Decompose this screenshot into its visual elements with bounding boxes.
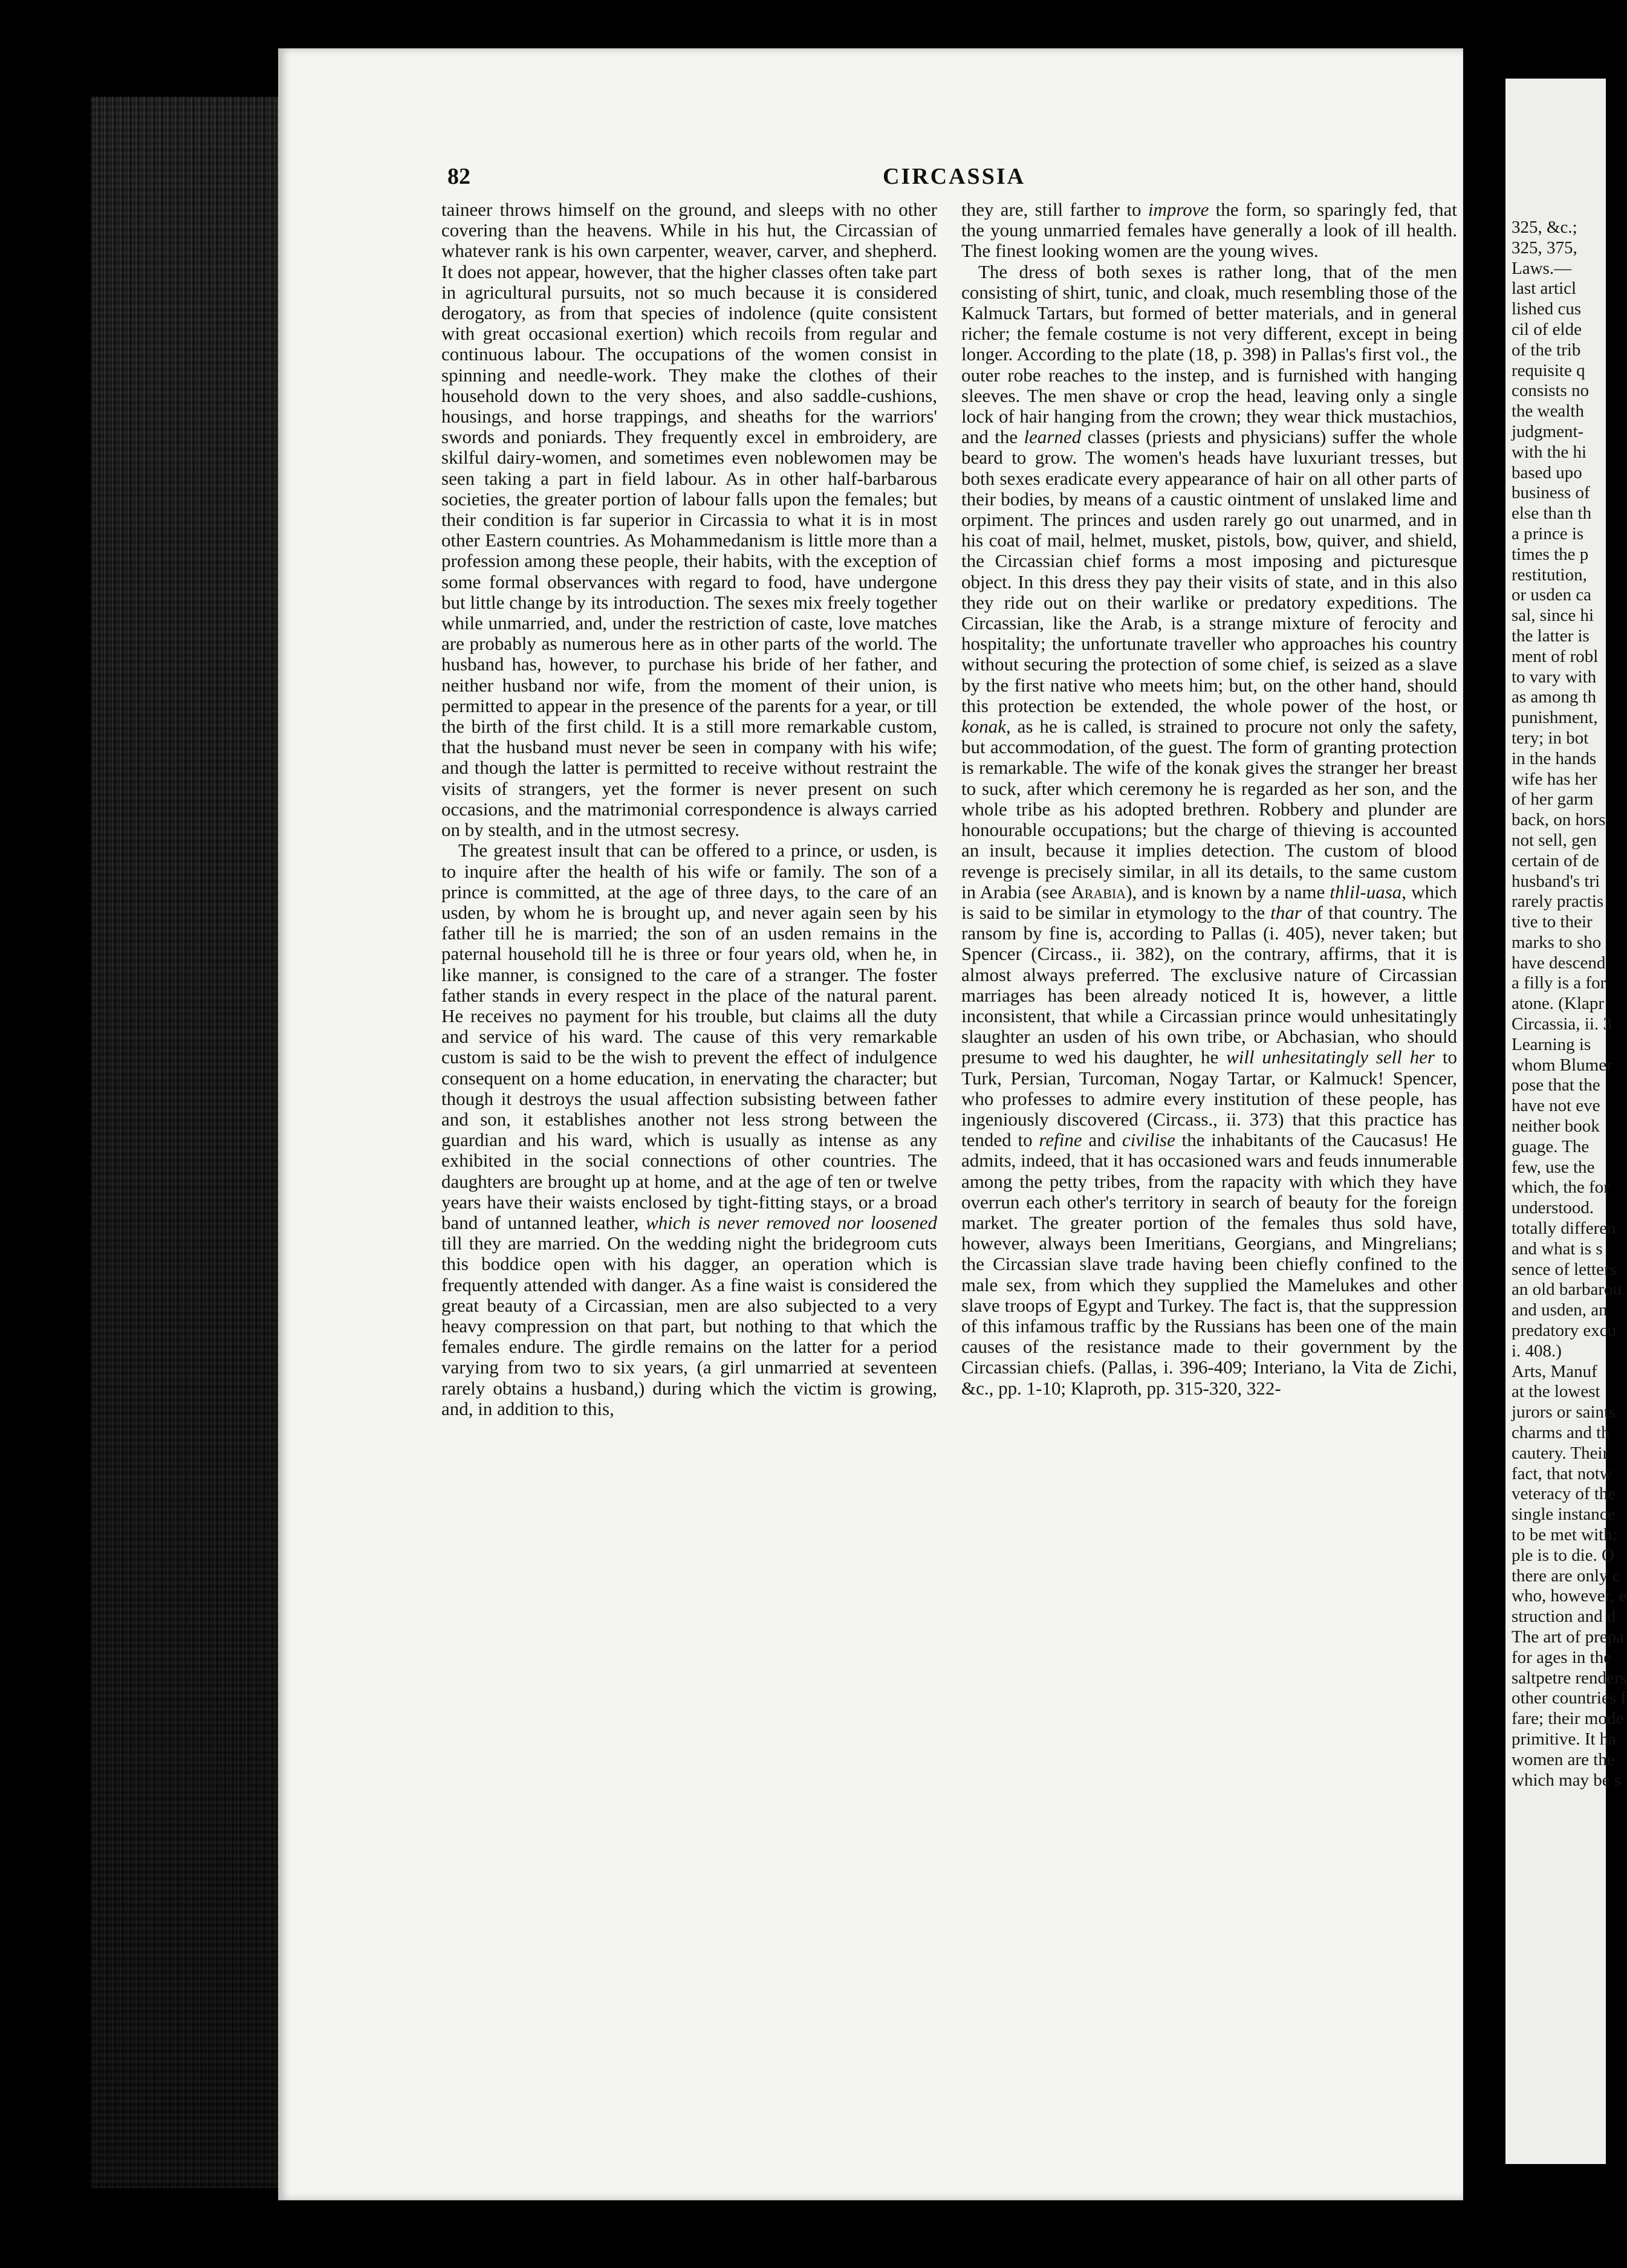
italic-word: konak (961, 716, 1007, 737)
italic-phrase: will unhesitatingly sell her (1226, 1046, 1435, 1068)
fragment-line: understood. (1512, 1198, 1594, 1218)
fragment-line: times the p (1512, 544, 1589, 564)
fragment-line: jurors or saints (1512, 1402, 1616, 1422)
fragment-line: other countries f (1512, 1688, 1627, 1708)
paragraph-text: the inhabitants of the Caucasus! He admits, indeed, that it has occasioned wars and feuds innumerable among the petty tribes, from the rapacity with which they have overrun each other's territory in search of beauty for the foreign market. The greater portion of the females thus sold have, however, always been Imeritians, Georgians, and Mingrelians; the Circassian slave trade having been chiefly confined to the male sex, from which they supplied the Mamelukes and other slave troops of Egypt and Turkey. The fact is, that the suppression of this infamous traffic by the Russians has been one of the main causes of the resistance made to their government by the Circassian chiefs. (Pallas, i. 396-409; Interiano, la Vita de Zichi, &c., pp. 1-10; Klaproth, pp. 315-320, 322- (961, 1129, 1457, 1399)
fragment-line: marks to sho (1512, 932, 1602, 952)
paragraph-text: The greatest insult that can be offered to a prince, or usden, is to inquire after the health of his wife or family. The son of a prince is committed, at the age of three days, to the care of an usden, by whom he is brought up, and never again seen by his father till he is married; the son of an usden remains in the paternal household till he is three or four years old, when he, in like manner, is consigned to the care of a stranger. The foster father stands in every respect in the place of the natural parent. He receives no payment for his trouble, but claims all the duty and service of his ward. The cause of this very remarkable custom is said to be the wish to prevent the effect of indulgence consequent on a home education, in enervating the character; but though it destroys the usual affection subsisting between father and son, it establishes another not less strong between the guardian and his ward, which is usually as intense as any exhibited in the social connections of other countries. The daughters are brought up at home, and at the age of ten or twelve years have their waists enclosed by tight-fitting stays, or a broad band of untanned leather, (441, 840, 937, 1233)
fragment-line: for ages in the (1512, 1647, 1612, 1667)
fragment-line: at the lowest (1512, 1382, 1600, 1402)
page-gutter (1463, 73, 1505, 2200)
page-number: 82 (447, 164, 470, 189)
fragment-line: 325, &c.; (1512, 218, 1577, 237)
paragraph-text: and (1082, 1129, 1123, 1151)
fragment-line: an old barbarou (1512, 1280, 1622, 1300)
italic-word: civilise (1122, 1129, 1175, 1151)
paragraph-text: they are, still farther to (961, 199, 1148, 220)
fragment-line: or usden ca (1512, 585, 1592, 605)
fragment-line: back, on hors (1512, 810, 1606, 830)
italic-word: thar (1270, 901, 1302, 923)
fragment-line: Learning is (1512, 1034, 1591, 1054)
fragment-line: primitive. It ha (1512, 1729, 1617, 1749)
fragment-line: sence of letters (1512, 1259, 1617, 1279)
left-paragraph-1 (441, 199, 937, 840)
fragment-line: a prince is (1512, 523, 1584, 543)
fragment-line: and usden, an (1512, 1300, 1608, 1320)
running-head: CIRCASSIA (883, 164, 1026, 189)
fragment-line: restitution, (1512, 565, 1587, 585)
fragment-line: ment of robl (1512, 646, 1599, 666)
fragment-line: to be met with: (1512, 1525, 1617, 1544)
fragment-line: cautery. Their (1512, 1443, 1609, 1463)
fragment-line: in the hands (1512, 748, 1597, 768)
fragment-line: rarely practis (1512, 892, 1604, 912)
fragment-line: not sell, gen (1512, 830, 1597, 850)
fragment-line: The art of prepa (1512, 1627, 1624, 1647)
fragment-line: business of (1512, 483, 1590, 503)
fragment-line: saltpetre renders (1512, 1668, 1627, 1688)
fragment-line: Laws.— (1512, 258, 1572, 278)
fragment-line: have not eve (1512, 1096, 1600, 1116)
fragment-line: single instance (1512, 1505, 1616, 1524)
fragment-line: veteracy of the (1512, 1484, 1616, 1504)
fragment-line: tery; in bot (1512, 728, 1589, 748)
page-header (447, 163, 1439, 199)
fragment-line: women are the (1512, 1749, 1615, 1769)
fragment-line: else than th (1512, 504, 1592, 523)
fragment-line: of the trib (1512, 340, 1581, 360)
paragraph-text: classes (priests and physicians) suffer the whole beard to grow. The women's heads have luxuriant tresses, but both sexes eradicate every appearance of hair on all other parts of their bodies, by means of a caustic ointment of unslaked lime and orpiment. The princes and usden rarely go out unarmed, and in his coat of mail, helmet, musket, pistols, bow, quiver, and shield, the Circassian chief forms a most imposing and picturesque object. In this dress they pay their visits of state, and in this also they ride out on their warlike or predatory expeditions. The Circassian, like the Arab, is a strange mixture of ferocity and hospitality; the unfortunate traveller who approaches his country without securing the protection of some chief, is seized as a slave by the first native who meets him; but, on the other hand, should this protection be extended, the whole power of the host, or (961, 426, 1457, 716)
fragment-line: lished cus (1512, 299, 1582, 319)
right-paragraph-1 (961, 199, 1457, 262)
fragment-line: the latter is (1512, 626, 1590, 646)
italic-phrase: which is never removed nor loosened (646, 1211, 937, 1233)
paragraph-text: , as he is called, is strained to procure not only the safety, but accommodation, of the guest. The form of granting protection is remarkable. The wife of the konak gives the stranger her breast to suck, after which ceremony he is regarded as her son, and the whole tribe as his adopted brethren. Robbery and plunder are honourable occupations; but the charge of thieving is accounted an insult, because it implies detection. The custom of blood revenge is precisely similar, in all its details, to the same custom in Arabia (see (961, 716, 1457, 902)
fragment-line: fare; their mode (1512, 1709, 1624, 1729)
paragraph-text: to Turk, Persian, Turcoman, Nogay Tartar, or Kalmuck! Spencer, who professes to admire every institution of these people, has ingeniously discovered (Circass., ii. 373) that this practice has tended to (961, 1046, 1457, 1151)
fragment-line: judgment- (1512, 421, 1584, 441)
fragment-line: cil of elde (1512, 319, 1582, 339)
fragment-line: predatory excu (1512, 1321, 1617, 1341)
fragment-line: whom Blumer (1512, 1055, 1612, 1075)
fragment-line: with the hi (1512, 442, 1587, 462)
fragment-line: there are only c (1512, 1566, 1620, 1586)
fragment-line: totally differen (1512, 1219, 1616, 1239)
paragraph-text: taineer throws himself on the ground, and sleeps with no other covering than the heavens. While in his hut, the Circassian of whatever rank is his own carpenter, weaver, carver, and shepherd. It does not appear, however, that the higher classes often take part in agricultural pursuits, not so much because it is considered derogatory, as from that species of indolence (quite consistent with great occasional exertion) which recoils from regular and continuous labour. The occupations of the women consist in spinning and needle-work. They make the clothes of their household down to the very shoes, and also saddle-cushions, housings, and horse trappings, and sheaths for the warriors' swords and poniards. They frequently excel in embroidery, are skilful dairy-women, and sometimes even noblewomen may be seen taking a part in field labour. As in other half-barbarous societies, the greater portion of labour falls upon the females; but their condition is far superior in Circassia to what it is in most other Eastern countries. As Mohammedanism is little more than a profession among these people, their habits, with the exception of some formal observances with regard to food, have undergone but little change by its introduction. The sexes mix freely together while unmarried, and, under the restriction of caste, love matches are probably as numerous here as in other parts of the world. The husband has, however, to purchase his bride of her father, and neither husband nor wife, from the moment of their union, is permitted to appear in the presence of the parents for a year, or till the birth of the first child. It is a still more remarkable custom, that the husband must never be seen in company with his wife; and though the latter is permitted to receive without restraint the visits of strangers, yet the former is never present on such occasions, and the matrimonial correspondence is always carried on by stealth, and in the utmost secresy. (441, 199, 937, 841)
fragment-line: based upo (1512, 462, 1582, 482)
fragment-line: ple is to die. O (1512, 1545, 1614, 1565)
right-paragraph-2 (961, 262, 1457, 1399)
fragment-line: guage. The (1512, 1136, 1590, 1156)
small-caps-word: Arabia (1071, 881, 1126, 902)
fragment-line: i. 408.) (1512, 1341, 1562, 1361)
fragment-line: sal, since hi (1512, 606, 1594, 626)
fragment-line: to vary with (1512, 667, 1597, 687)
right-column (961, 199, 1457, 1399)
next-page-column-fragment (1512, 218, 1627, 1790)
fragment-line: certain of de (1512, 850, 1599, 870)
paragraph-text: till they are married. On the wedding night the bridegroom cuts this boddice open with his dagger, an operation which is frequently attended with danger. As a fine waist is considered the great beauty of a Circassian, men are also subjected to a very heavy compression on that part, but nothing to that which the females endure. The girdle remains on the latter for a period varying from two to six years, (a girl unmarried at seventeen rarely obtains a husband,) during which the victim is growing, and, in addition to this, (441, 1233, 937, 1419)
fragment-line: punishment, (1512, 708, 1598, 728)
paragraph-text: The dress of both sexes is rather long, that of the men consisting of shirt, tunic, and cloak, much resembling those of the Kalmuck Tartars, but formed of better materials, and in general richer; the female costume is not very different, except in being longer. According to the plate (18, p. 398) in Pallas's first vol., the outer robe reaches to the instep, and is furnished with hanging sleeves. The men shave or crop the head, leaving only a single lock of hair hanging from the crown; they wear thick mustachios, and the (961, 261, 1457, 448)
fragment-line: struction and d (1512, 1607, 1616, 1627)
fragment-line: neither book (1512, 1116, 1600, 1136)
paragraph-text: of that country. The ransom by fine is, according to Pallas (i. 405), never taken; but Spencer (Circass., ii. 382), on the contrary, affirms, that it is almost always preferred. The exclusive nature of Circassian marriages has been already noticed It is, however, a little inconsistent, that while a Circassian prince would unhesitatingly slaughter an usden of his own tribe, or Abchasian, who should presume to wed his daughter, he (961, 901, 1457, 1068)
fragment-line: as among th (1512, 687, 1597, 707)
fragment-line: few, use the (1512, 1157, 1595, 1177)
fragment-line: atone. (Klapr (1512, 994, 1604, 1014)
fragment-line: wife has her (1512, 769, 1597, 789)
fragment-line: who, however, e (1512, 1586, 1627, 1606)
fragment-line: tive to their (1512, 912, 1593, 932)
paragraph-text: the form, so sparingly fed, that the young unmarried females have generally a look of ill health. The finest looking women are the young wives. (961, 199, 1457, 262)
fragment-line: pose that the (1512, 1075, 1600, 1095)
fragment-line: requisite q (1512, 360, 1585, 380)
fragment-line: the wealth (1512, 401, 1584, 421)
italic-word: improve (1148, 199, 1209, 220)
fragment-line: consists no (1512, 381, 1590, 401)
fragment-line: 325, 375, (1512, 238, 1577, 258)
fragment-line: charms and th (1512, 1423, 1610, 1443)
paragraph-text: , which is said to be similar in etymology to the (961, 881, 1457, 923)
fragment-line: Arts, Manuf (1512, 1361, 1597, 1381)
book-spine-shadow (91, 97, 278, 2188)
fragment-line: and what is s (1512, 1239, 1603, 1259)
fragment-line: fact, that notw (1512, 1463, 1612, 1483)
fragment-line: which, the for (1512, 1178, 1609, 1197)
left-paragraph-2 (441, 840, 937, 1419)
italic-word: thlil-uasa (1330, 881, 1402, 902)
fragment-line: a filly is a for (1512, 973, 1606, 993)
fragment-line: Circassia, ii. 3 (1512, 1014, 1612, 1034)
paragraph-text: ), and is known by a name (1126, 881, 1330, 902)
fragment-line: have descend (1512, 953, 1606, 973)
fragment-line: last articl (1512, 279, 1577, 299)
left-column (441, 199, 937, 1419)
fragment-line: which may be s (1512, 1770, 1622, 1790)
fragment-line: husband's tri (1512, 871, 1600, 891)
fragment-line: of her garm (1512, 789, 1594, 809)
italic-word: learned (1024, 426, 1082, 448)
italic-word: refine (1039, 1129, 1082, 1151)
